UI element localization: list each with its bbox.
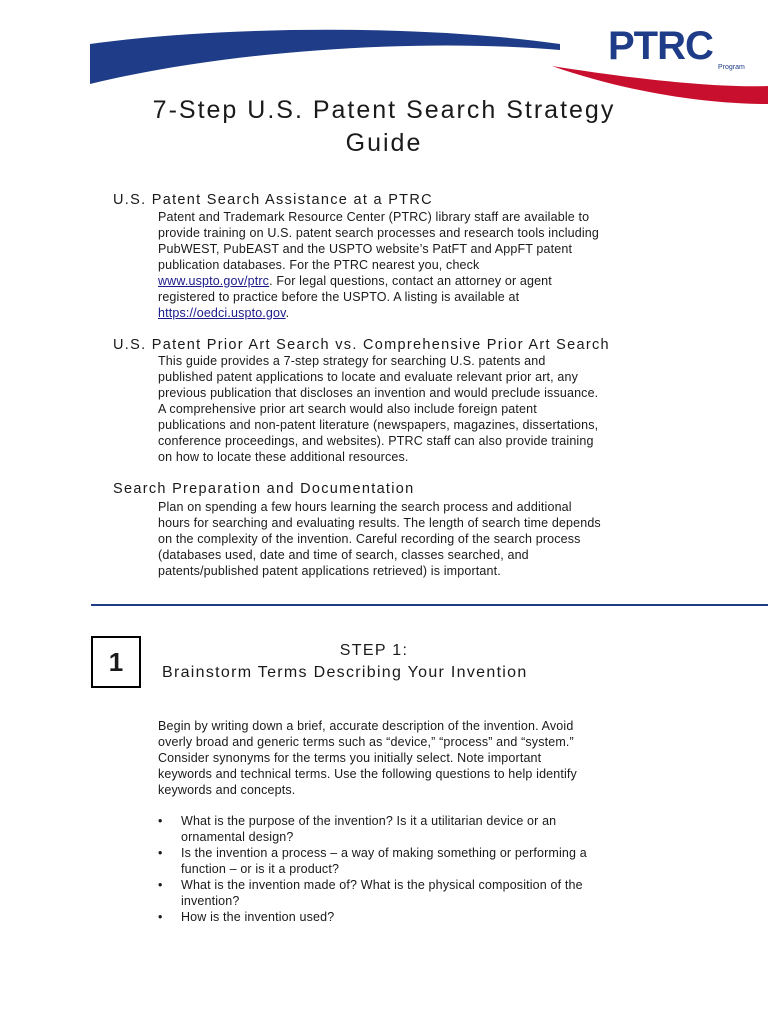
text-line: publications and non-patent literature (newspapers, magazines, dissertations, — [158, 418, 599, 432]
text-line: previous publication that discloses an invention and would preclude issuance. — [158, 386, 599, 400]
text-line: keywords and concepts. — [158, 783, 296, 797]
list-item-line: • How is the invention used? — [181, 910, 335, 924]
text-line: provide training on U.S. patent search processes and research tools including — [158, 226, 599, 240]
section-body-assistance — [158, 209, 678, 321]
text-line: PubWEST, PubEAST and the USPTO website’s PatFT and AppFT patent — [158, 242, 573, 256]
ptrc-logo-program: Program — [718, 64, 745, 71]
text-fragment: . — [285, 306, 290, 320]
list-item — [158, 813, 658, 845]
title-line-2: Guide — [345, 129, 423, 157]
text-line: Patent and Trademark Resource Center (PTRC) library staff are available to — [158, 210, 590, 224]
section-heading-assistance: U.S. Patent Search Assistance at a PTRC — [113, 192, 433, 208]
title-line-1: 7-Step U.S. Patent Search Strategy — [152, 96, 616, 124]
list-item-line: function – or is it a product? — [181, 862, 340, 876]
text-line: hours for searching and evaluating results. The length of search time depends — [158, 516, 601, 530]
step-number-box: 1 — [91, 636, 141, 688]
text-line: keywords and technical terms. Use the following questions to help identify — [158, 767, 577, 781]
list-item-line: invention? — [181, 894, 240, 908]
text-line: Consider synonyms for the terms you initially select. Note important — [158, 751, 542, 765]
section-heading-prior-art: U.S. Patent Prior Art Search vs. Comprehensive Prior Art Search — [113, 337, 610, 353]
text-line: patents/published patent applications retrieved) is important. — [158, 564, 501, 578]
list-item-line: • What is the purpose of the invention? Is it a utilitarian device or an — [181, 814, 557, 828]
oedci-link[interactable]: https://oedci.uspto.gov — [158, 306, 286, 320]
list-item — [158, 909, 658, 925]
question-list — [158, 813, 658, 925]
step-title: Brainstorm Terms Describing Your Invention — [162, 664, 528, 681]
text-line: (databases used, date and time of search, classes searched, and — [158, 548, 529, 562]
section-divider — [91, 604, 768, 606]
section-body-preparation — [158, 499, 678, 579]
step-label — [0, 642, 768, 660]
text-line: This guide provides a 7-step strategy for searching U.S. patents and — [158, 354, 546, 368]
list-item-line: • What is the invention made of? What is the physical composition of the — [181, 878, 583, 892]
text-line: published patent applications to locate and evaluate relevant prior art, any — [158, 370, 578, 384]
text-line: conference proceedings, and websites). PTRC staff can also provide training — [158, 434, 594, 448]
text-line: Begin by writing down a brief, accurate description of the invention. Avoid — [158, 719, 574, 733]
list-item-line: ornamental design? — [181, 830, 294, 844]
list-item-line: • Is the invention a process – a way of making something or performing a — [181, 846, 587, 860]
text-line: publication databases. For the PTRC nearest you, check — [158, 258, 480, 272]
ptrc-logo: PTRC — [608, 24, 713, 68]
text-line: overly broad and generic terms such as “device,” “process” and “system.” — [158, 735, 574, 749]
list-item — [158, 845, 658, 877]
text-line — [158, 273, 678, 289]
section-body-prior-art — [158, 353, 678, 465]
blue-swoosh — [90, 30, 560, 84]
text-line: registered to practice before the USPTO. A listing is available at — [158, 290, 520, 304]
text-line — [158, 305, 678, 321]
text-fragment: . For legal questions, contact an attorney or agent — [269, 274, 552, 288]
list-item — [158, 877, 658, 909]
text-line: on how to locate these additional resources. — [158, 450, 409, 464]
step-intro — [158, 718, 678, 798]
text-line: Plan on spending a few hours learning the search process and additional — [158, 500, 572, 514]
section-heading-preparation: Search Preparation and Documentation — [113, 481, 415, 497]
page-title — [0, 94, 768, 160]
uspto-ptrc-link[interactable]: www.uspto.gov/ptrc — [158, 274, 270, 288]
text-line: A comprehensive prior art search would also include foreign patent — [158, 402, 537, 416]
step-label-text: STEP 1: — [339, 642, 409, 659]
text-line: on the complexity of the invention. Careful recording of the search process — [158, 532, 581, 546]
